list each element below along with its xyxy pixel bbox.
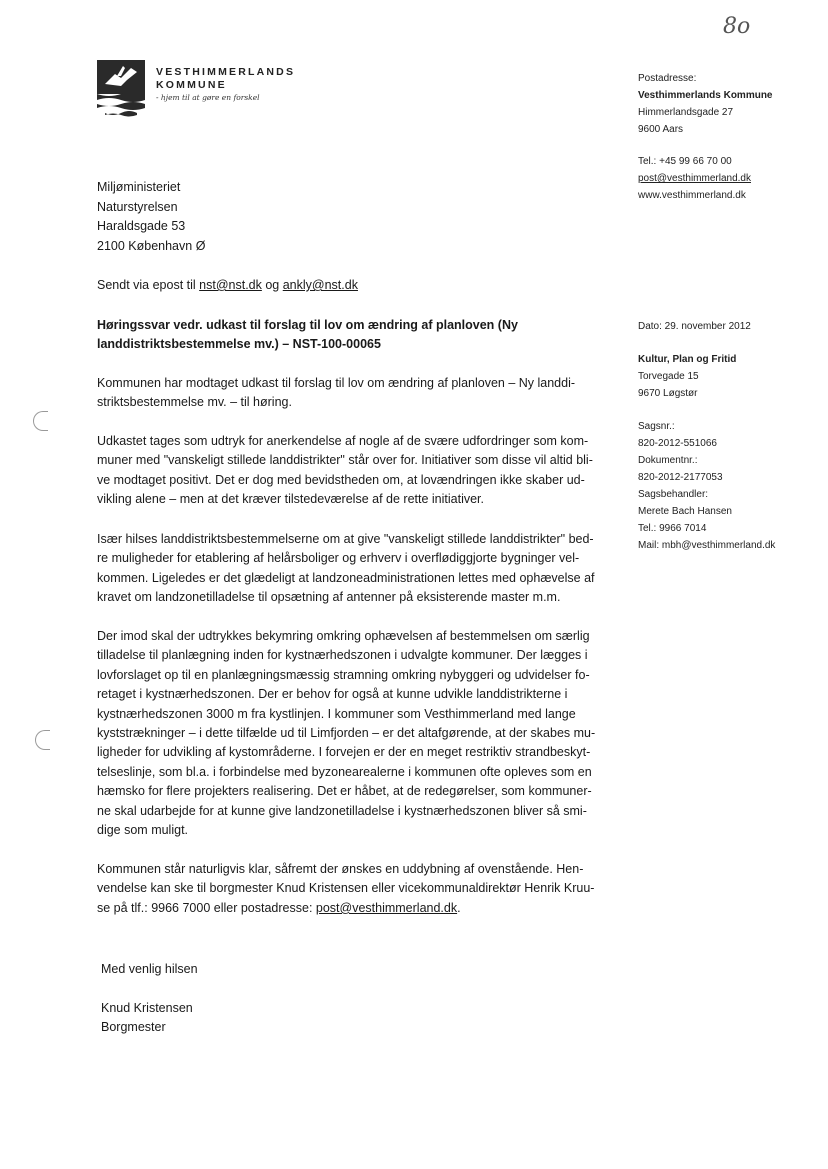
paragraph-line: Udkastet tages som udtryk for anerkendelse af nogle af de svære udfordringer som kom- <box>97 434 589 448</box>
department-city: 9670 Løgstør <box>638 388 698 399</box>
handwritten-page-note: 8o <box>723 14 751 39</box>
recipient-line: 2100 København Ø <box>97 238 206 253</box>
paragraph-line: kystnærhedszonen 3000 m fra kystlinjen. I kommuner som Vesthimmerland med lange <box>97 706 576 721</box>
paragraph-line: lovforslaget op til en planlægningsmæssig stramning omkring nybyggeri og udvidelser fo- <box>97 667 590 682</box>
paragraph-line: Kommunen står naturligvis klar, såfremt der ønskes en uddybning af ovenstående. Hen- <box>97 862 584 876</box>
document-number: 820-2012-2177053 <box>638 472 723 483</box>
recipient-line: Haraldsgade 53 <box>97 219 186 233</box>
paragraph-4 <box>97 627 607 840</box>
sender-website-link[interactable]: www.vesthimmerland.dk <box>638 190 746 201</box>
postal-label: Postadresse: <box>638 73 697 84</box>
punch-hole-mark <box>33 411 48 431</box>
sender-street: Himmerlandsgade 27 <box>638 107 734 118</box>
recipient-line: Naturstyrelsen <box>97 199 178 214</box>
subject-line: Høringssvar vedr. udkast til forslag til lov om ændring af planloven (Ny <box>97 318 518 332</box>
sent-via-line <box>97 276 358 294</box>
paragraph-line: striktsbestemmelse mv. – til høring. <box>97 395 292 410</box>
handler-phone: Tel.: 9966 7014 <box>638 523 707 534</box>
recipient-line: Miljøministeriet <box>97 180 181 194</box>
paragraph-line: vikling alene – men at det kræver tilstedeværelse af de rette initiativer. <box>97 492 484 507</box>
email-link-ankly[interactable]: ankly@nst.dk <box>282 278 358 292</box>
org-tagline: - hjem til at gøre en forskel <box>156 93 260 102</box>
org-name-line1: VESTHIMMERLANDS <box>156 66 296 78</box>
sender-contact <box>638 153 818 204</box>
paragraph-line: ne skal udarbejde for at kunne give landzonetilladelse i kystnærhedszonen bliver så smi- <box>97 803 587 818</box>
letterhead <box>156 66 295 104</box>
contact-text: se på tlf.: 9966 7000 eller postadresse: <box>97 900 316 915</box>
paragraph-line: hæmsko for flere projekters realisering. Det er håbet, at de redegørelser, som kommuner- <box>97 784 592 799</box>
department-street: Torvegade 15 <box>638 371 699 382</box>
letter-subject <box>97 316 597 354</box>
sender-email-link[interactable]: post@vesthimmerland.dk <box>638 173 751 184</box>
document-label: Dokumentnr.: <box>638 455 698 466</box>
sent-via-prefix: Sendt via epost til <box>97 278 200 292</box>
municipality-logo-icon <box>97 60 145 118</box>
sender-org-name: Vesthimmerlands Kommune <box>638 90 773 101</box>
handler-mail: Mail: mbh@vesthimmerland.dk <box>638 540 776 551</box>
paragraph-line: muner med "vanskeligt stillede landdistrikter" står over for. Initiativer som disse vil altid bli- <box>97 453 593 468</box>
paragraph-line: re muligheder for etablering af helårsboliger og erhverv i overflødiggjorte bygninger vel- <box>97 551 580 566</box>
punch-hole-mark <box>35 730 50 750</box>
org-name-line2: KOMMUNE <box>156 79 227 91</box>
paragraph-line: kravet om landzonetilladelse til opsætning af antenner på eksisterende master m.m. <box>97 590 561 605</box>
handler-label: Sagsbehandler: <box>638 489 709 500</box>
closing-greeting: Med venlig hilsen <box>101 962 198 976</box>
paragraph-line: ve modtaget positivt. Det er dog med bevidstheden om, at lovændringen ikke skaber ud- <box>97 472 585 487</box>
paragraph-line: Især hilses landdistriktsbestemmelserne om at give "vanskeligt stillede landdistrikter" bed- <box>97 532 594 546</box>
paragraph-line: telseslinje, som bl.a. i forbindelse med byzonearealerne i kommunen ofte opleves som en <box>97 764 592 779</box>
department-name: Kultur, Plan og Fritid <box>638 354 737 365</box>
paragraph-line: vendelse kan ske til borgmester Knud Kristensen eller vicekommunaldirektør Henrik Kruu- <box>97 881 595 896</box>
signature-title: Borgmester <box>101 1020 166 1034</box>
contact-text-end: . <box>457 900 461 915</box>
paragraph-line: Der imod skal der udtrykkes bekymring omkring ophævelsen af bestemmelsen om særlig <box>97 629 590 643</box>
letter-date: Dato: 29. november 2012 <box>638 321 751 332</box>
paragraph-line: Kommunen har modtaget udkast til forslag til lov om ændring af planloven – Ny landdi- <box>97 376 576 390</box>
sent-via-mid: og <box>261 278 283 292</box>
recipient-address <box>97 178 205 256</box>
sender-city: 9600 Aars <box>638 124 684 135</box>
paragraph-line: kyststrækninger – i dette tilfælde ud til Limfjorden – er det altafgørende, at der skabes mu- <box>97 726 596 741</box>
paragraph-2 <box>97 432 607 510</box>
signature-name: Knud Kristensen <box>101 1001 193 1015</box>
department-block <box>638 351 818 402</box>
contact-email-link[interactable]: post@vesthimmerland.dk <box>315 900 458 915</box>
paragraph-line: kommen. Ligeledes er det glædeligt at landzoneadministrationen lettes med ophævelse af <box>97 570 595 585</box>
paragraph-3 <box>97 530 607 608</box>
paragraph-line: dige som muligt. <box>97 823 189 838</box>
case-details <box>638 418 818 554</box>
paragraph-line: tilladelse til planlægning inden for kystnærhedszonen i udvalgte kommuner. Der lægges i <box>97 648 588 663</box>
sender-phone: Tel.: +45 99 66 70 00 <box>638 156 732 167</box>
paragraph-line: ligheder for udvikling af kystområderne. I forvejen er der en meget restriktiv strandbeskyt- <box>97 745 591 760</box>
subject-line: landdistriktsbestemmelse mv.) – NST-100-00065 <box>97 337 381 351</box>
paragraph-line <box>97 899 607 918</box>
email-link-nst[interactable]: nst@nst.dk <box>199 278 262 292</box>
case-number: 820-2012-551066 <box>638 438 717 449</box>
case-label: Sagsnr.: <box>638 421 675 432</box>
paragraph-1 <box>97 374 607 413</box>
paragraph-line: retaget i kystnærhedszonen. Der er behov for også at kunne udvikle landdistrikterne i <box>97 687 568 702</box>
paragraph-5 <box>97 860 607 918</box>
sender-address <box>638 70 818 138</box>
handler-name: Merete Bach Hansen <box>638 506 732 517</box>
